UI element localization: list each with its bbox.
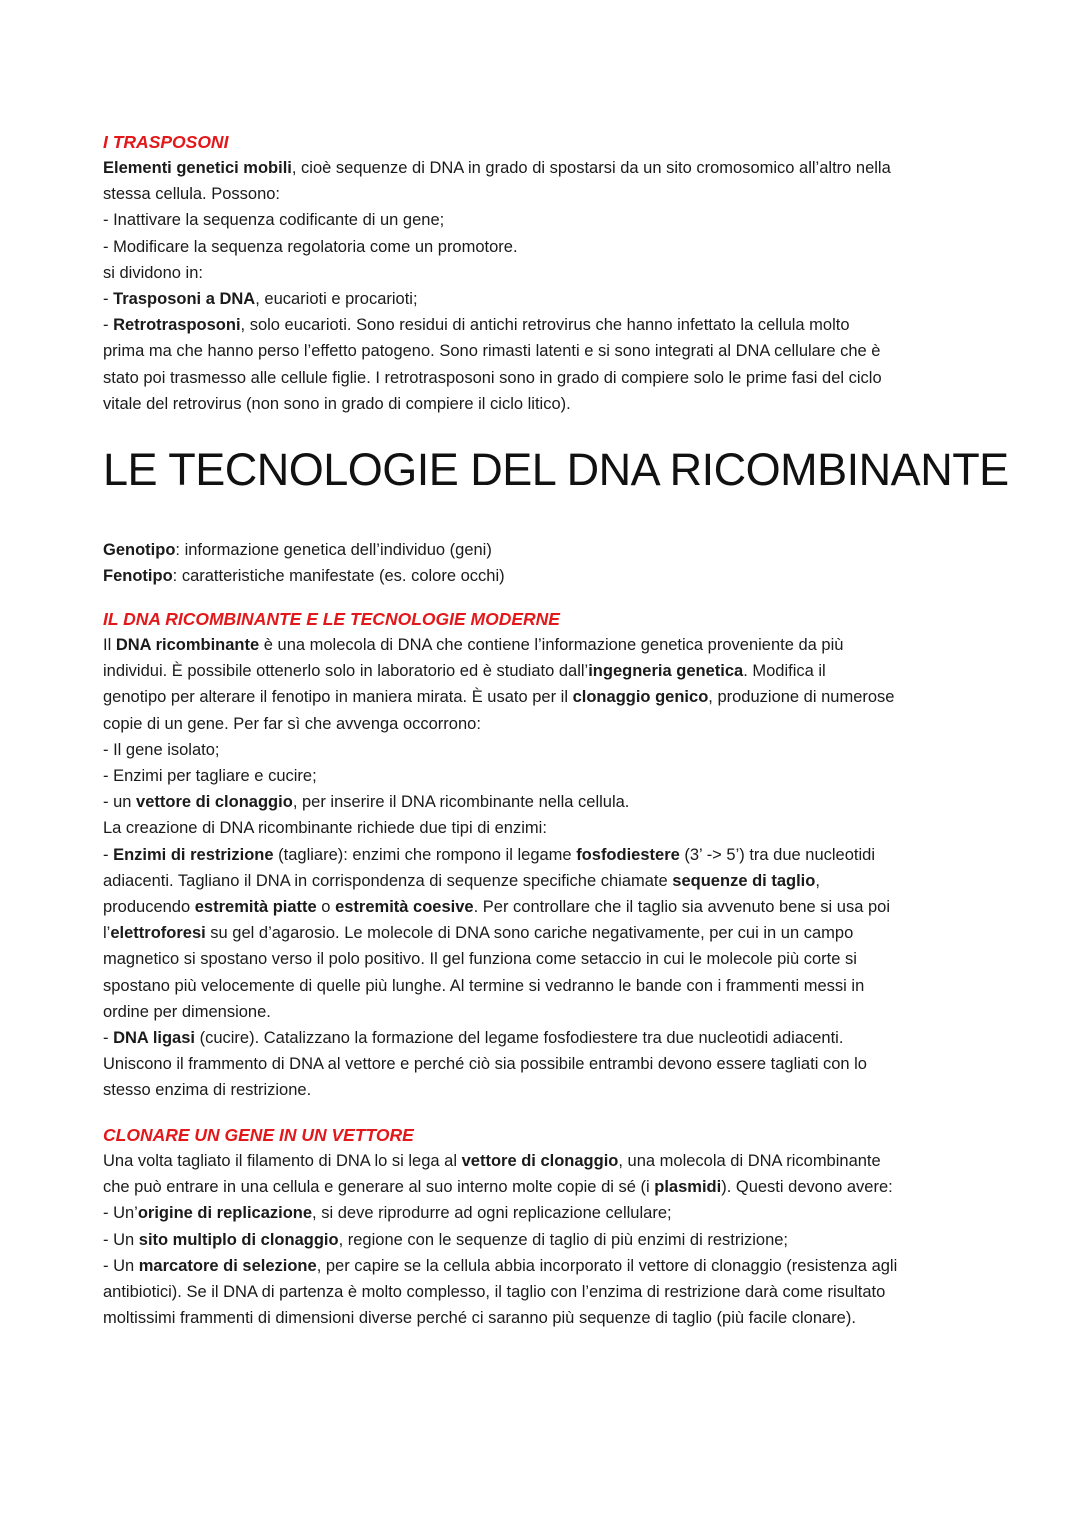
text-line: Elementi genetici mobili, cioè sequenze di DNA in grado di spostarsi da un sito cromosomico all’altro nella xyxy=(103,159,891,177)
text-line: - Trasposoni a DNA, eucarioti e procarioti; xyxy=(103,290,418,309)
bold-term: Trasposoni a DNA xyxy=(113,290,256,309)
text-line: - Enzimi di restrizione (tagliare): enzimi che rompono il legame fosfodiestere (3’ -> 5’) tra due nucleotidi xyxy=(103,845,875,864)
text-line: individui. È possibile ottenerlo solo in laboratorio ed è studiato dall’ingegneria genetica. Modifica il xyxy=(103,662,826,681)
bold-term: vettore di clonaggio xyxy=(136,793,293,812)
bold-term: Elementi genetici mobili xyxy=(103,159,292,177)
paragraph xyxy=(103,537,988,589)
section-trasposoni xyxy=(103,129,988,417)
text-line: l’elettroforesi su gel d’agarosio. Le molecole di DNA sono cariche negativamente, per cui in un campo xyxy=(103,924,854,943)
text-line: vitale del retrovirus (non sono in grado di compiere il ciclo litico). xyxy=(103,394,571,413)
text-line: Uniscono il frammento di DNA al vettore e perché ciò sia possibile entrambi devono essere tagliati con lo xyxy=(103,1055,867,1074)
bold-term: elettroforesi xyxy=(110,924,206,943)
bold-term: marcatore di selezione xyxy=(138,1256,317,1275)
text-line: che può entrare in una cellula e generare al suo interno molte copie di sé (i plasmidi). Questi devono avere: xyxy=(103,1178,893,1197)
text-line: - Inattivare la sequenza codificante di un gene; xyxy=(103,211,445,230)
section-heading: I TRASPOSONI xyxy=(103,132,229,152)
section-heading: CLONARE UN GENE IN UN VETTORE xyxy=(103,1125,414,1145)
text-line: Il DNA ricombinante è una molecola di DNA che contiene l’informazione genetica proveniente da più xyxy=(103,636,844,654)
text-line: adiacenti. Tagliano il DNA in corrispondenza di sequenze specifiche chiamate sequenze di taglio, xyxy=(103,871,820,890)
text-line: - Retrotrasposoni, solo eucarioti. Sono residui di antichi retrovirus che hanno infettato la cellula molto xyxy=(103,316,850,335)
text-line: Una volta tagliato il filamento di DNA lo si lega al vettore di clonaggio, una molecola di DNA ricombinante xyxy=(103,1152,881,1170)
page-title: LE TECNOLOGIE DEL DNA RICOMBINANTE xyxy=(103,444,1009,495)
bold-term: origine di replicazione xyxy=(137,1204,313,1223)
text-line: spostano più velocemente di quelle più lunghe. Al termine si vedranno le bande con i frammenti messi in xyxy=(103,976,865,995)
text-line: ordine per dimensione. xyxy=(103,1002,271,1021)
text-line: stesso enzima di restrizione. xyxy=(103,1081,312,1100)
text-line: - Enzimi per tagliare e cucire; xyxy=(103,767,317,786)
text-line: - un vettore di clonaggio, per inserire il DNA ricombinante nella cellula. xyxy=(103,793,630,812)
text-line: antibiotici). Se il DNA di partenza è molto complesso, il taglio con l’enzima di restrizione darà come risultato xyxy=(103,1283,886,1302)
bold-term: fosfodiestere xyxy=(576,845,680,864)
bold-term: DNA ricombinante xyxy=(115,636,260,654)
bold-term: estremità piatte xyxy=(194,898,317,917)
bold-term: estremità coesive xyxy=(335,898,474,917)
text-line: Fenotipo: caratteristiche manifestate (es. colore occhi) xyxy=(103,567,505,586)
section-heading: IL DNA RICOMBINANTE E LE TECNOLOGIE MODERNE xyxy=(103,609,560,629)
text-line: La creazione di DNA ricombinante richiede due tipi di enzimi: xyxy=(103,819,547,838)
bold-term: Retrotrasposoni xyxy=(113,316,241,335)
text-line: stato poi trasmesso alle cellule figlie. I retrotrasposoni sono in grado di compiere solo le prime fasi del ciclo xyxy=(103,368,882,387)
bold-term: vettore di clonaggio xyxy=(461,1152,619,1170)
paragraph xyxy=(103,1148,988,1331)
text-line: - DNA ligasi (cucire). Catalizzano la formazione del legame fosfodiestere tra due nucleotidi adiacenti. xyxy=(103,1029,844,1048)
text-line: - Un sito multiplo di clonaggio, regione con le sequenze di taglio di più enzimi di restrizione; xyxy=(103,1230,789,1249)
bold-term: clonaggio genico xyxy=(572,688,709,707)
text-line: Genotipo: informazione genetica dell’individuo (geni) xyxy=(103,541,492,559)
text-line: si dividono in: xyxy=(103,263,203,282)
bold-term: Fenotipo xyxy=(103,567,173,586)
bold-term: sito multiplo di clonaggio xyxy=(138,1230,339,1249)
text-line: producendo estremità piatte o estremità coesive. Per controllare che il taglio sia avvenuto bene si usa poi xyxy=(103,898,891,917)
section-dna-ricombinante xyxy=(103,606,988,1104)
section-clonare-gene xyxy=(103,1122,988,1331)
text-line: - Un marcatore di selezione, per capire se la cellula abbia incorporato il vettore di clonaggio (resistenza agli xyxy=(103,1256,898,1275)
bold-term: Genotipo xyxy=(103,541,176,559)
bold-term: DNA ligasi xyxy=(113,1029,195,1048)
text-line: - Il gene isolato; xyxy=(103,740,220,759)
text-line: magnetico si spostano verso il polo positivo. Il gel funziona come setaccio in cui le molecole più corte si xyxy=(103,950,857,969)
text-line: copie di un gene. Per far sì che avvenga occorrono: xyxy=(103,714,481,733)
bold-term: sequenze di taglio xyxy=(672,871,816,890)
text-line: - Un’origine di replicazione, si deve riprodurre ad ogni replicazione cellulare; xyxy=(103,1204,672,1223)
text-line: moltissimi frammenti di dimensioni diverse perché ci saranno più sequenze di taglio (più facile clonare). xyxy=(103,1309,856,1328)
section-definitions xyxy=(103,537,988,589)
bold-term: plasmidi xyxy=(654,1178,722,1197)
text-line: - Modificare la sequenza regolatoria come un promotore. xyxy=(103,237,518,256)
paragraph xyxy=(103,155,988,417)
text-line: genotipo per alterare il fenotipo in maniera mirata. È usato per il clonaggio genico, produzione di numerose xyxy=(103,688,895,707)
paragraph xyxy=(103,632,988,1104)
bold-term: Enzimi di restrizione xyxy=(113,845,274,864)
text-line: prima ma che hanno perso l’effetto patogeno. Sono rimasti latenti e si sono integrati al DNA cellulare che è xyxy=(103,342,881,361)
text-line: stessa cellula. Possono: xyxy=(103,185,281,204)
section-title xyxy=(103,444,1009,496)
bold-term: ingegneria genetica xyxy=(588,662,744,681)
